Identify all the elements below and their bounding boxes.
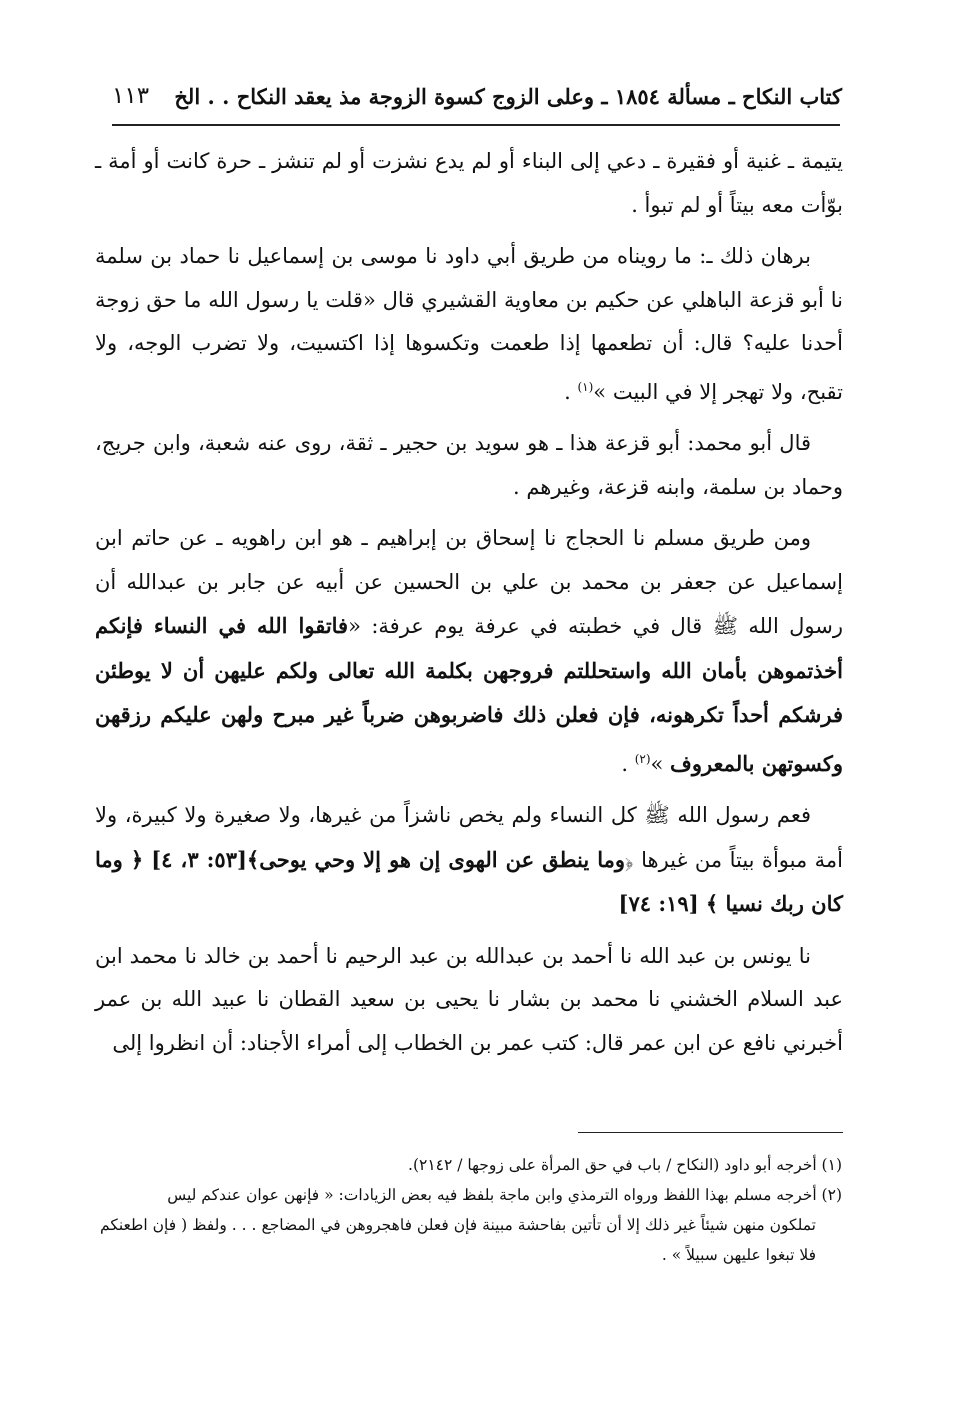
paragraph-3: قال أبو محمد: أبو قزعة هذا ـ هو سويد بن حجير ـ ثقة، روى عنه شعبة، وابن جريج، وحماد بن سلمة، وابنه قزعة، وغيرهم . [95, 431, 843, 499]
running-header [112, 74, 842, 118]
footnote-2: (٢) أخرجه مسلم بهذا اللفظ ورواه الترمذي وابن ماجة بلفظ فيه بعض الزيادات: « فإنهن عوان عندكم ليس [167, 1186, 842, 1204]
header-rule [112, 124, 840, 126]
paragraph-1: يتيمة ـ غنية أو فقيرة ـ دعي إلى البناء أو لم يدع نشزت أو لم تنشز ـ حرة كانت أو أمة ـ بوّأت معه بيتاً أو لم تبوأ . [95, 149, 843, 217]
paragraph-4: ومن طريق مسلم نا الحجاج نا إسحاق بن إبراهيم ـ هو ابن راهويه ـ عن حاتم ابن إسماعيل عن جعفر بن محمد بن علي بن الحسين عن أبيه عن جابر بن عبدالله أن رسول الله ﷺ قال في خطبته في عرفة يوم عرفة: «فاتقوا الله في النساء فإنكم أخذتموهن بأمان الله واستحللتم فروجهن بكلمة الله تعالى ولكم عليهن أن لا يوطئن فرشكم أحداً تكرهونه، فإن فعلن ذلك فاضربوهن ضرباً غير مبرح ولهن عليكم رزقهن وكسوتهن بالمعروف »$^{(٢)}$ . [95, 526, 844, 776]
footnote-1: (١) أخرجه أبو داود (النكاح / باب في حق المرأة على زوجها / ٢١٤٢). [408, 1156, 842, 1174]
paragraph-6: نا يونس بن عبد الله نا أحمد بن عبدالله بن عبد الرحيم نا أحمد بن خالد نا محمد ابن عبد السلام الخشني نا محمد بن بشار نا يحيى بن سعيد القطان نا عبيد الله بن عمر أخبرني نافع عن ابن عمر قال: كتب عمر بن الخطاب إلى أمراء الأجناد: أن انظروا إلى [95, 943, 843, 1055]
paragraph-2: برهان ذلك ـ: ما رويناه من طريق أبي داود نا موسى بن إسماعيل نا حماد بن سلمة نا أبو قزعة الباهلي عن حكيم بن معاوية القشيري قال «قلت يا رسول الله ما حق زوجة أحدنا عليه؟ قال: أن تطعمها إذا طعمت وتكسوها إذا اكتسيت، ولا تضرب الوجه، ولا تقبح، ولا تهجر إلا في البيت »$^{(١)}$ . [95, 244, 843, 404]
verse-references: ﴾[٥٣: ٣، ٤] ﴿ وما كان ربك نسيا ﴾ [١٩: ٧٤] [95, 846, 843, 916]
quran-verse: وما ينطق عن الهوى إن هو إلا وحي يوحى [259, 846, 626, 872]
footnote-ref-1[interactable]: (١) [577, 379, 594, 394]
header-title: كتاب النكاح ـ مسألة ١٨٥٤ ـ وعلى الزوج كسوة الزوجة مذ يعقد النكاح . . الخ [174, 83, 842, 109]
footnote-ref-2[interactable]: (٢) [634, 751, 651, 766]
page-number: ١١٣ [112, 83, 150, 109]
footnote-2-continued: تملكون منهن شيئاً غير ذلك إلا أن تأتين بفاحشة مبينة فإن فعلن فاهجروهن في المضاجع . . . ولفظ ( فإن اطعنكم فلا تبغوا عليهن سبيلاً » . [100, 1216, 816, 1264]
footnotes [100, 1150, 842, 1270]
hadith-quote: فاتقوا الله في النساء فإنكم أخذتموهن بأمان الله واستحللتم فروجهن بكلمة الله تعالى ولكم عليهن أن لا يوطئن فرشكم أحداً تكرهونه، فإن فعلن ذلك فاضربوهن ضرباً غير مبرح ولهن عليكم رزقهن وكسوتهن بالمعروف [95, 613, 843, 776]
paragraph-5: فعم رسول الله ﷺ كل النساء ولم يخص ناشزاً من غيرها، ولا صغيرة ولا كبيرة، ولا أمة مبوأة بيتاً من غيرها ﴿وما ينطق عن الهوى إن هو إلا وحي يوحى﴾[٥٣: ٣، ٤] ﴿ وما كان ربك نسيا ﴾ [١٩: ٧٤] [95, 803, 843, 916]
main-text [95, 140, 843, 1073]
footnote-rule [578, 1132, 843, 1133]
